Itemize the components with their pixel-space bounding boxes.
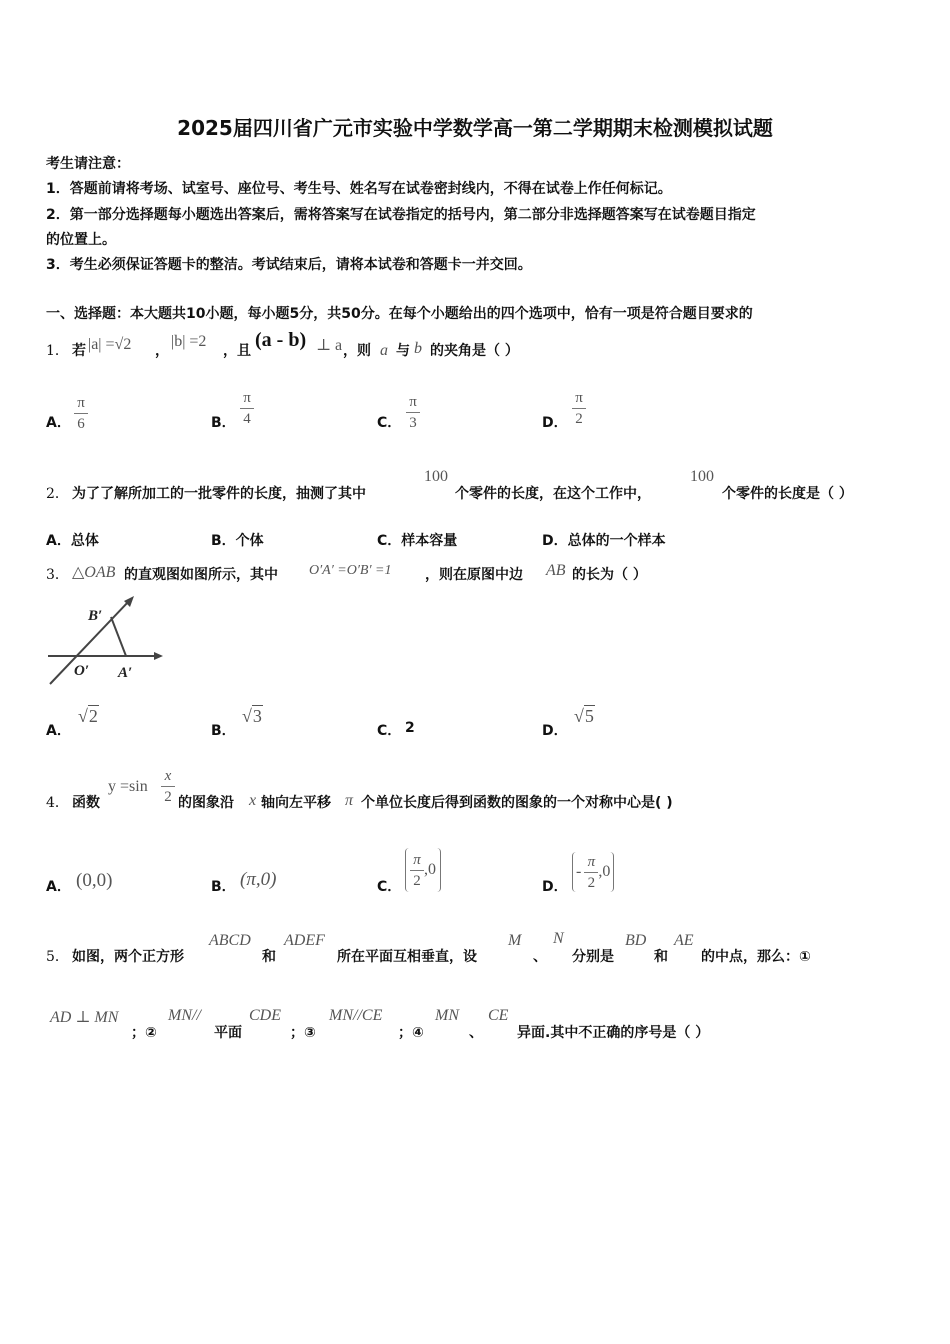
notice-item-2: 2．第一部分选择题每小题选出答案后，需将答案写在试卷指定的括号内，第二部分非选择题答案写在试卷题目指定 xyxy=(46,207,756,223)
notice-item-3: 3．考生必须保证答题卡的整洁。考试结束后，请将本试卷和答题卡一并交回。 xyxy=(46,257,532,273)
q5-text-2: 和 xyxy=(262,949,276,965)
q4-text-4: 个单位长度后得到函数的图象的一个对称中心是( ) xyxy=(361,795,673,811)
q5-text-13: 异面.其中不正确的序号是（ ） xyxy=(517,1025,710,1041)
q3-option-d-label: D． xyxy=(542,723,568,739)
q2-text-1: 为了了解所加工的一批零件的长度，抽测了其中 xyxy=(72,486,366,502)
q4-math-fraction: x 2 xyxy=(161,767,175,806)
q1-math-b: b xyxy=(414,340,422,357)
q3-figure xyxy=(44,592,166,688)
q2-number-1: 100 xyxy=(424,468,448,485)
q5-text-9: 平面 xyxy=(214,1025,242,1041)
q3-number: 3． xyxy=(46,567,69,583)
q2-option-c: C．样本容量 xyxy=(377,533,458,549)
q5-text-12: 、 xyxy=(469,1025,483,1041)
q3-option-b-value: √3 xyxy=(242,706,262,726)
q3-option-d-value: √5 xyxy=(574,706,594,726)
q5-text-5: 分别是 xyxy=(572,949,614,965)
q1-option-c-value: π 3 xyxy=(406,393,420,432)
q1-text-3: ，则 xyxy=(343,343,371,359)
q5-text-8: ；② xyxy=(131,1025,157,1041)
q1-math-a: a xyxy=(380,342,388,359)
q5-math-statement-3: MN//CE xyxy=(329,1007,383,1024)
q1-text-5: 的夹角是（ ） xyxy=(430,343,519,359)
q3-figure-label-b: B′ xyxy=(88,608,103,624)
q4-option-d-value: - $\frac{\pi}{2}$ ,0 xyxy=(572,852,614,892)
q2-text-3: 个零件的长度是（ ） xyxy=(722,486,853,502)
q4-math-y: y =sin xyxy=(108,778,148,795)
q5-math-adef: ADEF xyxy=(284,932,325,949)
q2-number-2: 100 xyxy=(690,468,714,485)
q5-text-11: ；④ xyxy=(398,1025,424,1041)
q1-number: 1． xyxy=(46,343,69,359)
q1-math-perp: ⊥ a xyxy=(316,337,343,354)
q2-number: 2． xyxy=(46,486,69,502)
q4-text-3: 轴向左平移 xyxy=(261,795,331,811)
q1-option-b-value: π 4 xyxy=(240,389,254,428)
q5-text-1: 如图，两个正方形 xyxy=(72,949,184,965)
q1-sep: ， xyxy=(155,343,169,359)
q4-text-1: 函数 xyxy=(72,795,100,811)
q2-text-2: 个零件的长度，在这个工作中， xyxy=(455,486,651,502)
q1-math-abs-a: |a| =√2 xyxy=(88,336,132,353)
q1-text-4: 与 xyxy=(396,343,410,359)
q4-text-2: 的图象沿 xyxy=(178,795,234,811)
q1-option-d-label: D． xyxy=(542,415,568,431)
q3-math-lengths: O′A′ =O′B′ =1 xyxy=(309,563,392,578)
q3-option-a-value: √2 xyxy=(78,706,98,726)
q5-text-6: 和 xyxy=(654,949,668,965)
q1-option-a-label: A． xyxy=(46,415,71,431)
q5-text-4: 、 xyxy=(533,949,547,965)
q4-math-x: x xyxy=(249,792,257,809)
q4-number: 4． xyxy=(46,795,69,811)
q1-math-abs-b: |b| =2 xyxy=(171,333,207,350)
q3-text-2: ，则在原图中边 xyxy=(425,567,523,583)
q5-math-statement-1: AD ⊥ MN xyxy=(50,1009,119,1026)
q3-math-triangle: △OAB xyxy=(72,564,116,581)
q2-option-b: B．个体 xyxy=(211,533,264,549)
section-heading: 一、选择题：本大题共10小题，每小题5分，共50分。在每个小题给出的四个选项中，恰有一项是符合题目要求的 xyxy=(46,306,753,322)
q3-option-a-label: A． xyxy=(46,723,71,739)
q3-figure-label-o: O′ xyxy=(74,663,90,679)
q5-math-ae: AE xyxy=(674,932,694,949)
q5-text-3: 所在平面互相垂直，设 xyxy=(337,949,477,965)
q1-option-c-label: C． xyxy=(377,415,402,431)
q5-text-10: ；③ xyxy=(290,1025,316,1041)
q2-option-a: A．总体 xyxy=(46,533,99,549)
q1-option-a-value: π 6 xyxy=(74,394,88,433)
notice-item-1: 1．答题前请将考场、试室号、座位号、考生号、姓名写在试卷密封线内，不得在试卷上作任何标记。 xyxy=(46,181,672,197)
q3-option-c-label: C． xyxy=(377,723,402,739)
notice-item-2-cont: 的位置上。 xyxy=(46,232,116,248)
q1-text-2: ，且 xyxy=(223,343,251,359)
q5-math-m: M xyxy=(508,932,522,949)
q3-text-3: 的长为（ ） xyxy=(572,567,647,583)
q1-option-b-label: B． xyxy=(211,415,236,431)
q1-option-d-value: π 2 xyxy=(572,389,586,428)
q3-text-1: 的直观图如图所示，其中 xyxy=(124,567,278,583)
q4-option-b-value: (π,0) xyxy=(240,869,277,890)
q5-math-ce: CE xyxy=(488,1007,509,1024)
q3-option-c-value: 2 xyxy=(405,720,415,736)
q3-figure-segment-ab xyxy=(111,617,126,656)
q4-option-b-label: B． xyxy=(211,879,236,895)
q3-figure-label-a: A′ xyxy=(118,665,133,681)
q4-option-c-label: C． xyxy=(377,879,402,895)
page-title: 2025届四川省广元市实验中学数学高一第二学期期末检测模拟试题 xyxy=(177,116,773,140)
q5-math-n: N xyxy=(553,930,564,947)
q4-option-a-value: (0,0) xyxy=(76,870,113,891)
q4-math-pi: π xyxy=(345,792,354,809)
q5-math-abcd: ABCD xyxy=(209,932,251,949)
q1-text-1: 若 xyxy=(72,343,86,359)
q5-math-mn: MN xyxy=(435,1007,459,1024)
q3-option-b-label: B． xyxy=(211,723,236,739)
q3-math-ab: AB xyxy=(546,562,566,579)
q3-figure-x-arrow xyxy=(154,652,163,660)
q4-option-d-label: D． xyxy=(542,879,568,895)
q5-math-statement-2: MN// xyxy=(168,1007,201,1024)
q1-math-diff: (a - b) xyxy=(255,329,307,351)
q4-option-a-label: A． xyxy=(46,879,71,895)
notice-heading: 考生请注意： xyxy=(46,156,130,172)
q4-option-c-value: $\frac{\pi}{2}$ ,0 xyxy=(405,848,441,892)
q5-math-cde: CDE xyxy=(249,1007,281,1024)
q5-text-7: 的中点，那么：① xyxy=(701,949,811,965)
q2-option-d: D．总体的一个样本 xyxy=(542,533,666,549)
q5-number: 5． xyxy=(46,949,69,965)
q5-math-bd: BD xyxy=(625,932,647,949)
